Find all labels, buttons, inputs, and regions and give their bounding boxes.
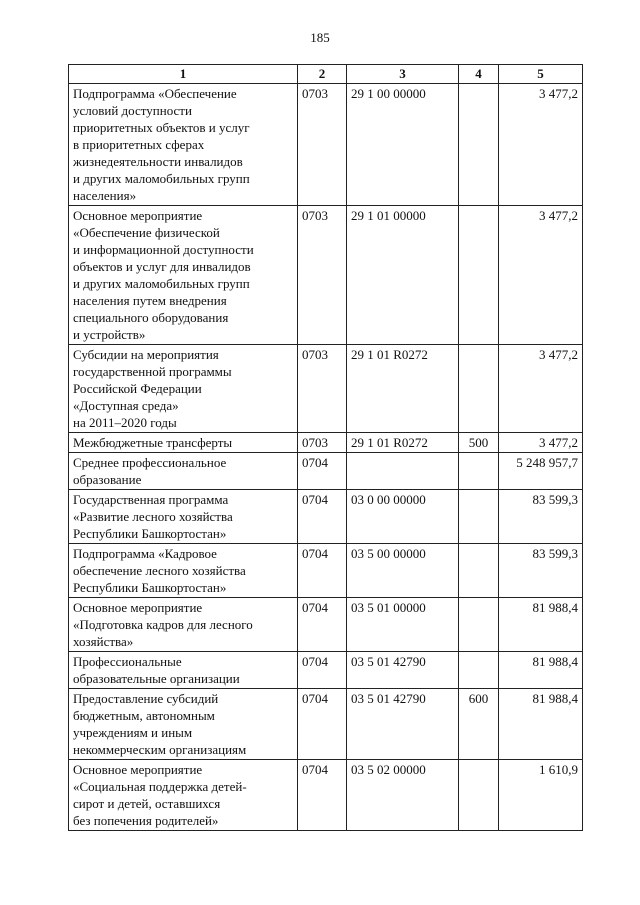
row-section: 0704: [298, 760, 347, 831]
row-name: Подпрограмма «Кадровое обеспечение лесного хозяйства Республики Башкортостан»: [69, 544, 298, 598]
header-col-5: 5: [499, 65, 583, 84]
row-type: [459, 453, 499, 490]
row-section: 0703: [298, 433, 347, 453]
row-name: Государственная программа «Развитие лесного хозяйства Республики Башкортостан»: [69, 490, 298, 544]
table-row: [69, 760, 583, 831]
row-sum: 81 988,4: [499, 598, 583, 652]
row-type: 500: [459, 433, 499, 453]
row-name: Подпрограмма «Обеспечение условий доступности приоритетных объектов и услуг в приоритетных сферах жизнедеятельности инвалидов и других маломобильных групп населения»: [69, 84, 298, 206]
row-sum: 5 248 957,7: [499, 453, 583, 490]
row-sum: 81 988,4: [499, 652, 583, 689]
row-name: Межбюджетные трансферты: [69, 433, 298, 453]
table-row: [69, 206, 583, 345]
row-code: 03 0 00 00000: [347, 490, 459, 544]
row-name: Основное мероприятие «Обеспечение физической и информационной доступности объектов и услуг для инвалидов и других маломобильных групп населения путем внедрения специального оборудования и устройств»: [69, 206, 298, 345]
row-sum: 3 477,2: [499, 206, 583, 345]
row-type: [459, 598, 499, 652]
row-section: 0704: [298, 544, 347, 598]
row-code: 29 1 01 R0272: [347, 345, 459, 433]
row-sum: 81 988,4: [499, 689, 583, 760]
header-col-3: 3: [347, 65, 459, 84]
row-name: Основное мероприятие «Подготовка кадров для лесного хозяйства»: [69, 598, 298, 652]
row-code: [347, 453, 459, 490]
row-section: 0703: [298, 345, 347, 433]
row-section: 0703: [298, 84, 347, 206]
row-type: [459, 206, 499, 345]
row-code: 03 5 00 00000: [347, 544, 459, 598]
row-sum: 3 477,2: [499, 84, 583, 206]
table-row: [69, 345, 583, 433]
row-code: 03 5 01 42790: [347, 652, 459, 689]
header-col-4: 4: [459, 65, 499, 84]
row-name: Основное мероприятие «Социальная поддержка детей- сирот и детей, оставшихся без попечения родителей»: [69, 760, 298, 831]
row-name: Профессиональные образовательные организации: [69, 652, 298, 689]
row-code: 03 5 02 00000: [347, 760, 459, 831]
row-code: 29 1 01 00000: [347, 206, 459, 345]
row-type: [459, 84, 499, 206]
row-name: Предоставление субсидий бюджетным, автономным учреждениям и иным некоммерческим организациям: [69, 689, 298, 760]
table-row: [69, 490, 583, 544]
row-sum: 83 599,3: [499, 490, 583, 544]
row-type: [459, 544, 499, 598]
row-sum: 3 477,2: [499, 433, 583, 453]
row-section: 0704: [298, 598, 347, 652]
budget-table: [68, 64, 583, 831]
row-name: Среднее профессиональное образование: [69, 453, 298, 490]
row-sum: 1 610,9: [499, 760, 583, 831]
row-type: [459, 652, 499, 689]
header-col-2: 2: [298, 65, 347, 84]
table-row: [69, 689, 583, 760]
table-row: [69, 652, 583, 689]
row-code: 29 1 00 00000: [347, 84, 459, 206]
table-row: [69, 544, 583, 598]
table-row: [69, 84, 583, 206]
row-name: Субсидии на мероприятия государственной программы Российской Федерации «Доступная среда» на 2011–2020 годы: [69, 345, 298, 433]
row-section: 0704: [298, 652, 347, 689]
row-type: 600: [459, 689, 499, 760]
header-col-1: 1: [69, 65, 298, 84]
row-sum: 83 599,3: [499, 544, 583, 598]
table-header-row: [69, 65, 583, 84]
row-code: 03 5 01 42790: [347, 689, 459, 760]
row-code: 29 1 01 R0272: [347, 433, 459, 453]
row-section: 0704: [298, 689, 347, 760]
row-section: 0704: [298, 453, 347, 490]
row-section: 0703: [298, 206, 347, 345]
row-type: [459, 760, 499, 831]
row-type: [459, 345, 499, 433]
page-number: 185: [310, 30, 330, 45]
row-section: 0704: [298, 490, 347, 544]
row-type: [459, 490, 499, 544]
table-row: [69, 453, 583, 490]
row-code: 03 5 01 00000: [347, 598, 459, 652]
table-row: [69, 598, 583, 652]
table-row: [69, 433, 583, 453]
row-sum: 3 477,2: [499, 345, 583, 433]
